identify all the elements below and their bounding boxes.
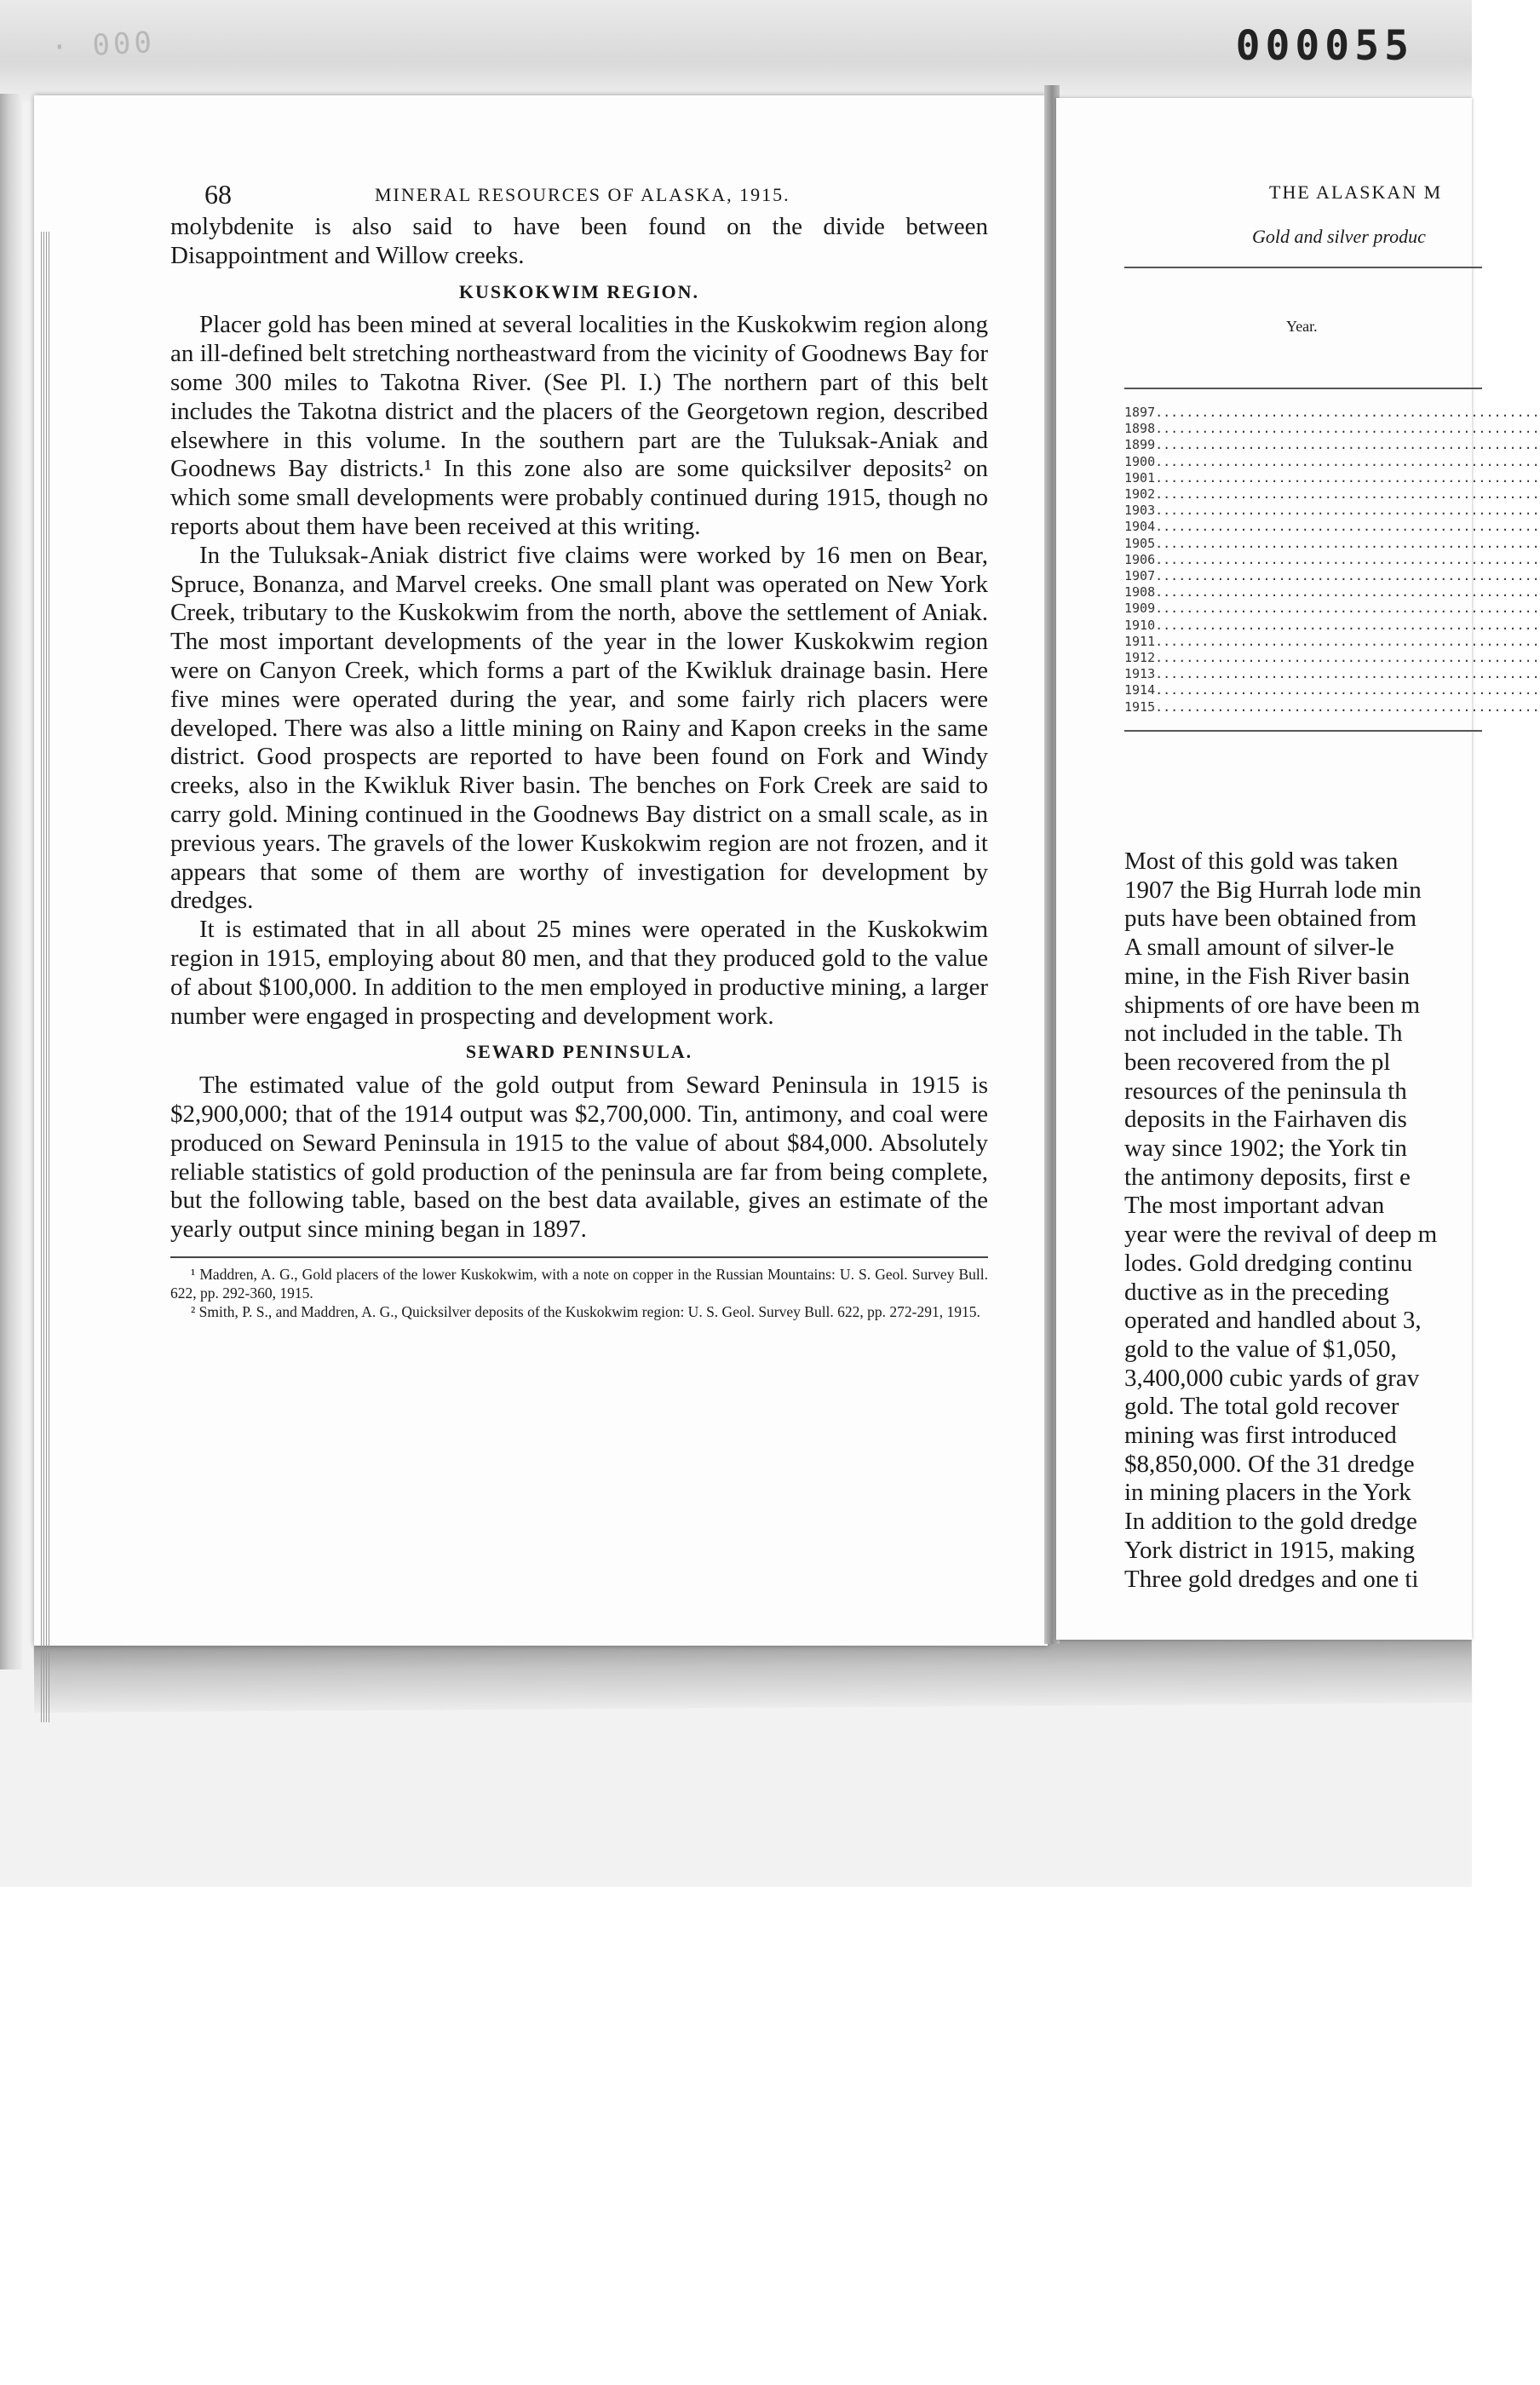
running-head-title: MINERAL RESOURCES OF ALASKA, 1915. (375, 184, 790, 205)
text-line: The most important advan (1124, 1192, 1385, 1220)
year-cell: 1902 (1124, 486, 1156, 503)
section-heading-kuskokwim: KUSKOKWIM REGION. (458, 280, 700, 302)
page-shadow (34, 1635, 1473, 1713)
year-list (1124, 405, 1540, 716)
table-row: 1904.................................................. (1124, 519, 1540, 535)
table-row: 1909.................................................. (1124, 601, 1540, 617)
year-cell: 1915 (1124, 698, 1156, 715)
table-row: 1912.................................................. (1124, 650, 1540, 666)
text-line: the antimony deposits, first e (1124, 1163, 1411, 1191)
text-line: shipments of ore have been m (1124, 991, 1421, 1019)
text-line: lodes. Gold dredging continu (1124, 1249, 1413, 1277)
text-line: $8,850,000. Of the 31 dredge (1124, 1450, 1415, 1478)
page-number: 68 (204, 179, 232, 210)
table-row: 1898.................................................. (1124, 421, 1540, 437)
table-row: 1908.................................................. (1124, 584, 1540, 601)
text-line: A small amount of silver-le (1124, 934, 1394, 962)
year-cell: 1914 (1124, 682, 1156, 698)
text-line: operated and handled about 3, (1124, 1307, 1422, 1335)
year-cell: 1913 (1124, 666, 1156, 682)
table-row: 1905.................................................. (1124, 535, 1540, 551)
faint-stamp: · 000 (49, 25, 156, 66)
table-row: 1915.................................................. (1124, 698, 1540, 715)
year-cell: 1907 (1124, 568, 1156, 584)
table-row: 1901.................................................. (1124, 469, 1540, 486)
year-cell: 1912 (1124, 650, 1156, 666)
year-cell: 1908 (1124, 584, 1156, 601)
table-row: 1900.................................................. (1124, 453, 1540, 469)
table-rule (1124, 730, 1482, 732)
table-row: 1907.................................................. (1124, 568, 1540, 584)
year-cell: 1909 (1124, 601, 1156, 617)
table-row: 1914.................................................. (1124, 682, 1540, 698)
footnote: ¹ Maddren, A. G., Gold placers of the lower Kuskokwim, with a note on copper in the Russian Mountains: U. S. Geol. Survey Bull. 622, pp. 292-360, 1915. (170, 1265, 988, 1302)
table-row: 1899.................................................. (1124, 437, 1540, 453)
text-line: gold to the value of $1,050, (1124, 1335, 1397, 1363)
text-line: deposits in the Fairhaven dis (1124, 1106, 1407, 1134)
year-cell: 1901 (1124, 469, 1156, 486)
document-number: 000055 (1235, 22, 1414, 70)
text-line: In addition to the gold dredge (1124, 1508, 1417, 1536)
binding-edge (0, 94, 22, 1670)
left-page-content (170, 179, 988, 1321)
table-rule (1124, 267, 1482, 268)
running-head (170, 179, 988, 213)
year-cell: 1898 (1124, 421, 1156, 437)
text-line: resources of the peninsula th (1124, 1077, 1407, 1105)
text-line: in mining placers in the York (1124, 1479, 1411, 1507)
table-rule (1124, 388, 1482, 389)
year-cell: 1904 (1124, 519, 1156, 535)
page-stack-edge (41, 232, 49, 1722)
intro-paragraph: molybdenite is also said to have been found on the divide between Disappointment and Willow creeks. (170, 213, 988, 269)
table-row: 1910.................................................. (1124, 617, 1540, 633)
footnote-rule (170, 1256, 988, 1258)
year-cell: 1899 (1124, 437, 1156, 453)
text-line: not included in the table. Th (1124, 1020, 1403, 1048)
table-column-header: Year. (1286, 318, 1318, 335)
section-heading-seward: SEWARD PENINSULA. (465, 1041, 693, 1063)
text-line: gold. The total gold recover (1124, 1393, 1399, 1421)
right-page-content (1056, 98, 1540, 1640)
text-line: 3,400,000 cubic yards of grav (1124, 1364, 1420, 1392)
table-row: 1897.................................................. (1124, 405, 1540, 420)
footnote: ² Smith, P. S., and Maddren, A. G., Quicksilver deposits of the Kuskokwim region: U. S. Geol. Survey Bull. 622, pp. 272-291, 1915. (191, 1302, 980, 1320)
text-line: mining was first introduced (1124, 1422, 1397, 1450)
body-text (170, 213, 988, 1244)
text-line: ductive as in the preceding (1124, 1278, 1389, 1306)
table-row: 1906.................................................. (1124, 551, 1540, 567)
right-running-head: THE ALASKAN M (1269, 181, 1443, 203)
right-page (1056, 98, 1540, 1640)
text-line: York district in 1915, making (1124, 1536, 1416, 1564)
table-caption: Gold and silver produc (1252, 226, 1426, 247)
year-cell: 1905 (1124, 535, 1156, 551)
paragraph: The estimated value of the gold output from Seward Peninsula in 1915 is $2,900,000; that of the 1914 output was $2,700,000. Tin, antimony, and coal were produced on Seward Peninsula in 1915 to the value of about $84,000. Absolutely reliable statistics of gold production of the peninsula are far from being complete, but the following table, based on the best data available, gives an estimate of the yearly output since mining began in 1897. (170, 1072, 988, 1244)
text-line: 1907 the Big Hurrah lode min (1124, 876, 1422, 904)
year-cell: 1900 (1124, 453, 1156, 469)
text-line: way since 1902; the York tin (1124, 1135, 1407, 1163)
right-page-text (1124, 848, 1533, 1594)
year-cell: 1897 (1124, 405, 1156, 420)
text-line: Three gold dredges and one ti (1124, 1565, 1419, 1593)
table-row: 1913.................................................. (1124, 666, 1540, 682)
text-line: been recovered from the pl (1124, 1048, 1391, 1076)
text-line: year were the revival of deep m (1124, 1221, 1438, 1249)
text-line: mine, in the Fish River basin (1124, 962, 1411, 990)
table-row: 1902.................................................. (1124, 486, 1540, 503)
paragraph: Placer gold has been mined at several localities in the Kuskokwim region along an ill-defined belt stretching northeastward from the vicinity of Goodnews Bay for some 300 miles to Takotna River. (See Pl. I.) The northern part of this belt includes the Takotna district and the placers of the Georgetown region, described elsewhere in this volume. In the southern part are the Tuluksak-Aniak and Goodnews Bay districts.¹ In this zone also are some quicksilver deposits² on which some small developments were probably continued during 1915, though no reports about them have been received at this writing. (170, 311, 988, 540)
text-line: Most of this gold was taken (1124, 848, 1399, 875)
year-cell: 1911 (1124, 633, 1156, 649)
paragraph: In the Tuluksak-Aniak district five claims were worked by 16 men on Bear, Spruce, Bonanza, and Marvel creeks. One small plant was operated on New York Creek, tributary to the Kuskokwim from the north, above the settlement of Aniak. The most important developments of the year in the lower Kuskokwim region were on Canyon Creek, which forms a part of the Kwikluk drainage basin. Here five mines were operated during the year, and some fairly rich placers were developed. There was also a little mining on Rainy and Kapon creeks in the same district. Good prospects are reported to have been found on Fork and Windy creeks, also in the Kwikluk River basin. The benches on Fork Creek are said to carry gold. Mining continued in the Goodnews Bay district on a small scale, as in previous years. The gravels of the lower Kuskokwim region are not frozen, and it appears that some of them are worthy of investigation for development by dredges. (170, 541, 988, 915)
paragraph: It is estimated that in all about 25 mines were operated in the Kuskokwim region in 1915, employing about 80 men, and that they produced gold to the value of about $100,000. In addition to the men employed in productive mining, a larger number were engaged in prospecting and development work. (170, 916, 988, 1030)
year-cell: 1906 (1124, 551, 1156, 567)
year-cell: 1910 (1124, 617, 1156, 633)
text-line: puts have been obtained from (1124, 905, 1417, 933)
table-row: 1903.................................................. (1124, 503, 1540, 519)
table-row: 1911.................................................. (1124, 633, 1540, 649)
year-cell: 1903 (1124, 503, 1156, 519)
